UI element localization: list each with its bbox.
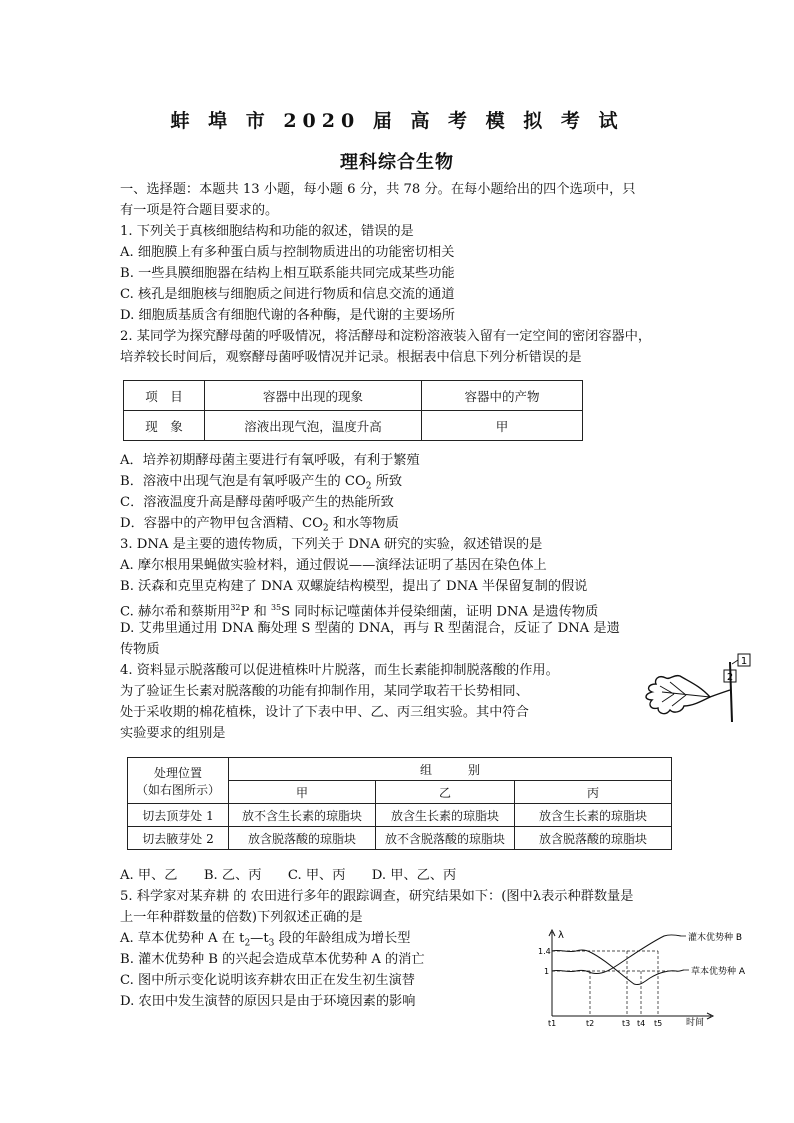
table-header-position-note: （如右图所示） bbox=[135, 782, 220, 797]
y-tick-1-4: 1.4 bbox=[538, 947, 551, 956]
x-tick-t3: t3 bbox=[622, 1019, 631, 1028]
table-cell: 放不含脱落酸的琼脂块 bbox=[376, 827, 515, 850]
q1-option-a: A. 细胞膜上有多种蛋白质与控制物质进出的功能密切相关 bbox=[120, 245, 455, 260]
q4-stem-line1: 4. 资料显示脱落酸可以促进植株叶片脱落，而生长素能抑制脱落酸的作用。 bbox=[120, 663, 559, 678]
petiole bbox=[710, 690, 730, 697]
q3-option-c: C. 赫尔希和蔡斯用$^{32}$P 和 $^{35}$S 同时标记噬菌体并侵染细菌，证明 DNA 是遗传物质 bbox=[120, 603, 599, 620]
q4-stem-line4: 实验要求的组别是 bbox=[120, 726, 226, 741]
leaf-shape bbox=[646, 676, 710, 714]
q4-stem-line2: 为了验证生长素对脱落酸的功能有抑制作用，某同学取若干长势相同、 bbox=[120, 684, 529, 699]
x-tick-t5: t5 bbox=[654, 1019, 663, 1028]
table-cell: 甲 bbox=[422, 411, 583, 441]
q3-option-a: A. 摩尔根用果蝇做实验材料，通过假说——演绎法证明了基因在染色体上 bbox=[120, 558, 547, 573]
x-tick-t2: t2 bbox=[586, 1019, 595, 1028]
table-cell: 溶液出现气泡，温度升高 bbox=[205, 411, 422, 441]
table-cell: 放含生长素的琼脂块 bbox=[376, 804, 515, 827]
q4-stem-line3: 处于采收期的棉花植株，设计了下表中甲、乙、丙三组实验。其中符合 bbox=[120, 705, 529, 720]
q2-option-b: B．溶液中出现气泡是有氧呼吸产生的 $CO_2$ 所致 bbox=[120, 474, 403, 492]
table-cell: 放含生长素的琼脂块 bbox=[515, 804, 672, 827]
table-row bbox=[128, 827, 672, 850]
q2-option-d: D．容器中的产物甲包含酒精、$CO_2$ 和水等物质 bbox=[120, 516, 399, 534]
q1-option-c: C. 核孔是细胞核与细胞质之间进行物质和信息交流的通道 bbox=[120, 287, 455, 302]
exam-title: 蚌 埠 市 2020 届 高 考 模 拟 考 试 bbox=[170, 110, 624, 132]
q3-option-d-line2: 传物质 bbox=[120, 642, 160, 657]
q5-option-c: C. 图中所示变化说明该弃耕农田正在发生初生演替 bbox=[120, 973, 415, 988]
legend-shrub-b: 灌木优势种 B bbox=[688, 933, 743, 943]
q4-table bbox=[127, 757, 672, 850]
table-cell: 项 目 bbox=[124, 381, 205, 411]
q3-stem: 3. DNA 是主要的遗传物质，下列关于 DNA 研究的实验，叙述错误的是 bbox=[120, 537, 543, 552]
q1-option-d: D. 细胞质基质含有细胞代谢的各种酶，是代谢的主要场所 bbox=[120, 308, 455, 323]
label-1: 1 bbox=[740, 656, 748, 667]
label-2: 2 bbox=[726, 672, 734, 683]
table-cell: 现 象 bbox=[124, 411, 205, 441]
x-tick-t4: t4 bbox=[637, 1019, 646, 1028]
plant-leaf-figure bbox=[640, 652, 752, 722]
q1-stem: 1. 下列关于真核细胞结构和功能的叙述，错误的是 bbox=[120, 224, 414, 239]
exam-subtitle: 理科综合生物 bbox=[340, 152, 454, 173]
label-1-leader bbox=[732, 660, 738, 664]
q5-option-a: A. 草本优势种 A 在 $t_2—t_3$ 段的年龄组成为增长型 bbox=[120, 931, 411, 949]
x-tick-t1: t1 bbox=[548, 1019, 557, 1028]
q2-option-c: C．溶液温度升高是酵母菌呼吸产生的热能所致 bbox=[120, 495, 394, 510]
table-cell: 甲 bbox=[229, 781, 376, 804]
table-cell bbox=[128, 758, 229, 804]
table-cell: 放不含生长素的琼脂块 bbox=[229, 804, 376, 827]
table-row bbox=[128, 758, 672, 781]
table-cell: 容器中出现的现象 bbox=[205, 381, 422, 411]
table-cell: 切去顶芽处 1 bbox=[128, 804, 229, 827]
table-row bbox=[128, 804, 672, 827]
leaf-vein bbox=[660, 682, 710, 706]
x-axis-label: 时间 bbox=[686, 1018, 705, 1028]
table-cell: 放含脱落酸的琼脂块 bbox=[229, 827, 376, 850]
curve-herb-a bbox=[552, 950, 684, 985]
q3-option-d-line1: D. 艾弗里通过用 DNA 酶处理 S 型菌的 DNA，再与 R 型菌混合，反证了 DNA 是遗 bbox=[120, 621, 620, 636]
table-cell: 乙 bbox=[376, 781, 515, 804]
table-row bbox=[124, 381, 583, 411]
legend-herb-a: 草本优势种 A bbox=[691, 967, 746, 977]
table-cell: 组 别 bbox=[229, 758, 672, 781]
q5-stem-line2: 上一年种群数量的倍数)下列叙述正确的是 bbox=[120, 910, 363, 925]
q5-option-b: B. 灌木优势种 B 的兴起会造成草本优势种 A 的消亡 bbox=[120, 952, 425, 967]
table-cell: 丙 bbox=[515, 781, 672, 804]
q3-option-b: B. 沃森和克里克构建了 DNA 双螺旋结构模型，提出了 DNA 半保留复制的假说 bbox=[120, 579, 588, 594]
q2-option-a: A．培养初期酵母菌主要进行有氧呼吸，有利于繁殖 bbox=[120, 453, 420, 468]
q1-option-b: B. 一些具膜细胞器在结构上相互联系能共同完成某些功能 bbox=[120, 266, 455, 281]
q5-stem-line1: 5. 科学家对某弃耕 的 农田进行多年的跟踪调查，研究结果如下：(图中λ表示种群数量是 bbox=[120, 889, 634, 904]
plant-stem bbox=[730, 662, 732, 722]
q2-stem-line1: 2. 某同学为探究酵母菌的呼吸情况，将活酵母和淀粉溶液装入留有一定空间的密闭容器中， bbox=[120, 329, 652, 344]
table-cell: 切去腋芽处 2 bbox=[128, 827, 229, 850]
section-instructions-line1: 一、选择题：本题共 13 小题，每小题 6 分，共 78 分。在每小题给出的四个选项中，只 bbox=[120, 182, 636, 197]
y-tick-1: 1 bbox=[544, 967, 550, 976]
q4-options: A. 甲、乙 B. 乙、丙 C. 甲、丙 D. 甲、乙、丙 bbox=[120, 868, 457, 883]
q2-table bbox=[123, 380, 583, 441]
curve-shrub-b bbox=[552, 935, 681, 974]
succession-graph bbox=[536, 926, 776, 1028]
table-cell: 容器中的产物 bbox=[422, 381, 583, 411]
section-instructions-line2: 有一项是符合题目要求的。 bbox=[120, 203, 279, 218]
y-axis-label: λ bbox=[558, 930, 564, 941]
table-cell: 放含脱落酸的琼脂块 bbox=[515, 827, 672, 850]
table-header-position: 处理位置 bbox=[153, 765, 202, 780]
table-row bbox=[124, 411, 583, 441]
q2-stem-line2: 培养较长时间后，观察酵母菌呼吸情况并记录。根据表中信息下列分析错误的是 bbox=[120, 350, 582, 365]
q5-option-d: D. 农田中发生演替的原因只是由于环境因素的影响 bbox=[120, 994, 416, 1009]
